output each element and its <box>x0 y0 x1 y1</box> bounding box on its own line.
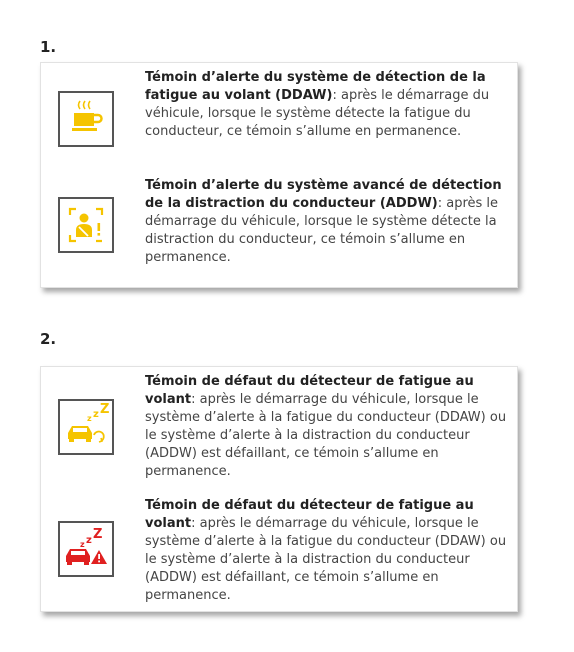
warning-card-2 <box>40 366 518 612</box>
coffee-cup-icon <box>58 91 114 147</box>
svg-text:Z: Z <box>100 402 110 417</box>
svg-text:Z: Z <box>93 527 103 542</box>
driver-distraction-icon <box>58 197 114 253</box>
drowsy-car-icon <box>58 399 114 455</box>
drowsy-car-warning-icon <box>58 521 114 577</box>
entry-body: : après le démarrage du véhicule, lorsque le système détecte la distraction du conducteur, ce témoin s’allume en permanence. <box>145 196 499 265</box>
entry-body: : après le démarrage du véhicule, lorsque le système d’alerte à la fatigue du conducteur (DDAW) ou le système d’alerte à la distraction du conducteur (ADDW) est défaillant, ce témoin s’allume en permanence. <box>145 392 507 479</box>
section-number: 1. <box>40 38 57 56</box>
entry-text <box>145 373 511 481</box>
entry-title: Témoin de défaut du détecteur de fatigue au volant <box>145 498 474 531</box>
entry-text <box>145 177 511 267</box>
warning-card-1 <box>40 62 518 288</box>
entry-body: : après le démarrage du véhicule, lorsque le système d’alerte à la fatigue du conducteur (DDAW) ou le système d’alerte à la distraction du conducteur (ADDW) est défaillant, ce témoin s’allume en permanence. <box>145 516 507 603</box>
entry-title: Témoin d’alerte du système de détection de la fatigue au volant (DDAW) <box>145 70 486 103</box>
svg-text:z: z <box>86 535 92 546</box>
entry-title: Témoin d’alerte du système avancé de détection de la distraction du conducteur (ADDW) <box>145 178 502 211</box>
entry-body: : après le démarrage du véhicule, lorsque le système détecte la fatigue du conducteur, ce témoin s’allume en permanence. <box>145 88 490 139</box>
entry-text <box>145 69 511 141</box>
svg-text:z: z <box>93 409 99 420</box>
svg-text:z: z <box>80 540 85 549</box>
entry-text <box>145 497 511 605</box>
entry-title: Témoin de défaut du détecteur de fatigue au volant <box>145 374 474 407</box>
section-number: 2. <box>40 330 57 348</box>
svg-text:z: z <box>87 414 92 423</box>
